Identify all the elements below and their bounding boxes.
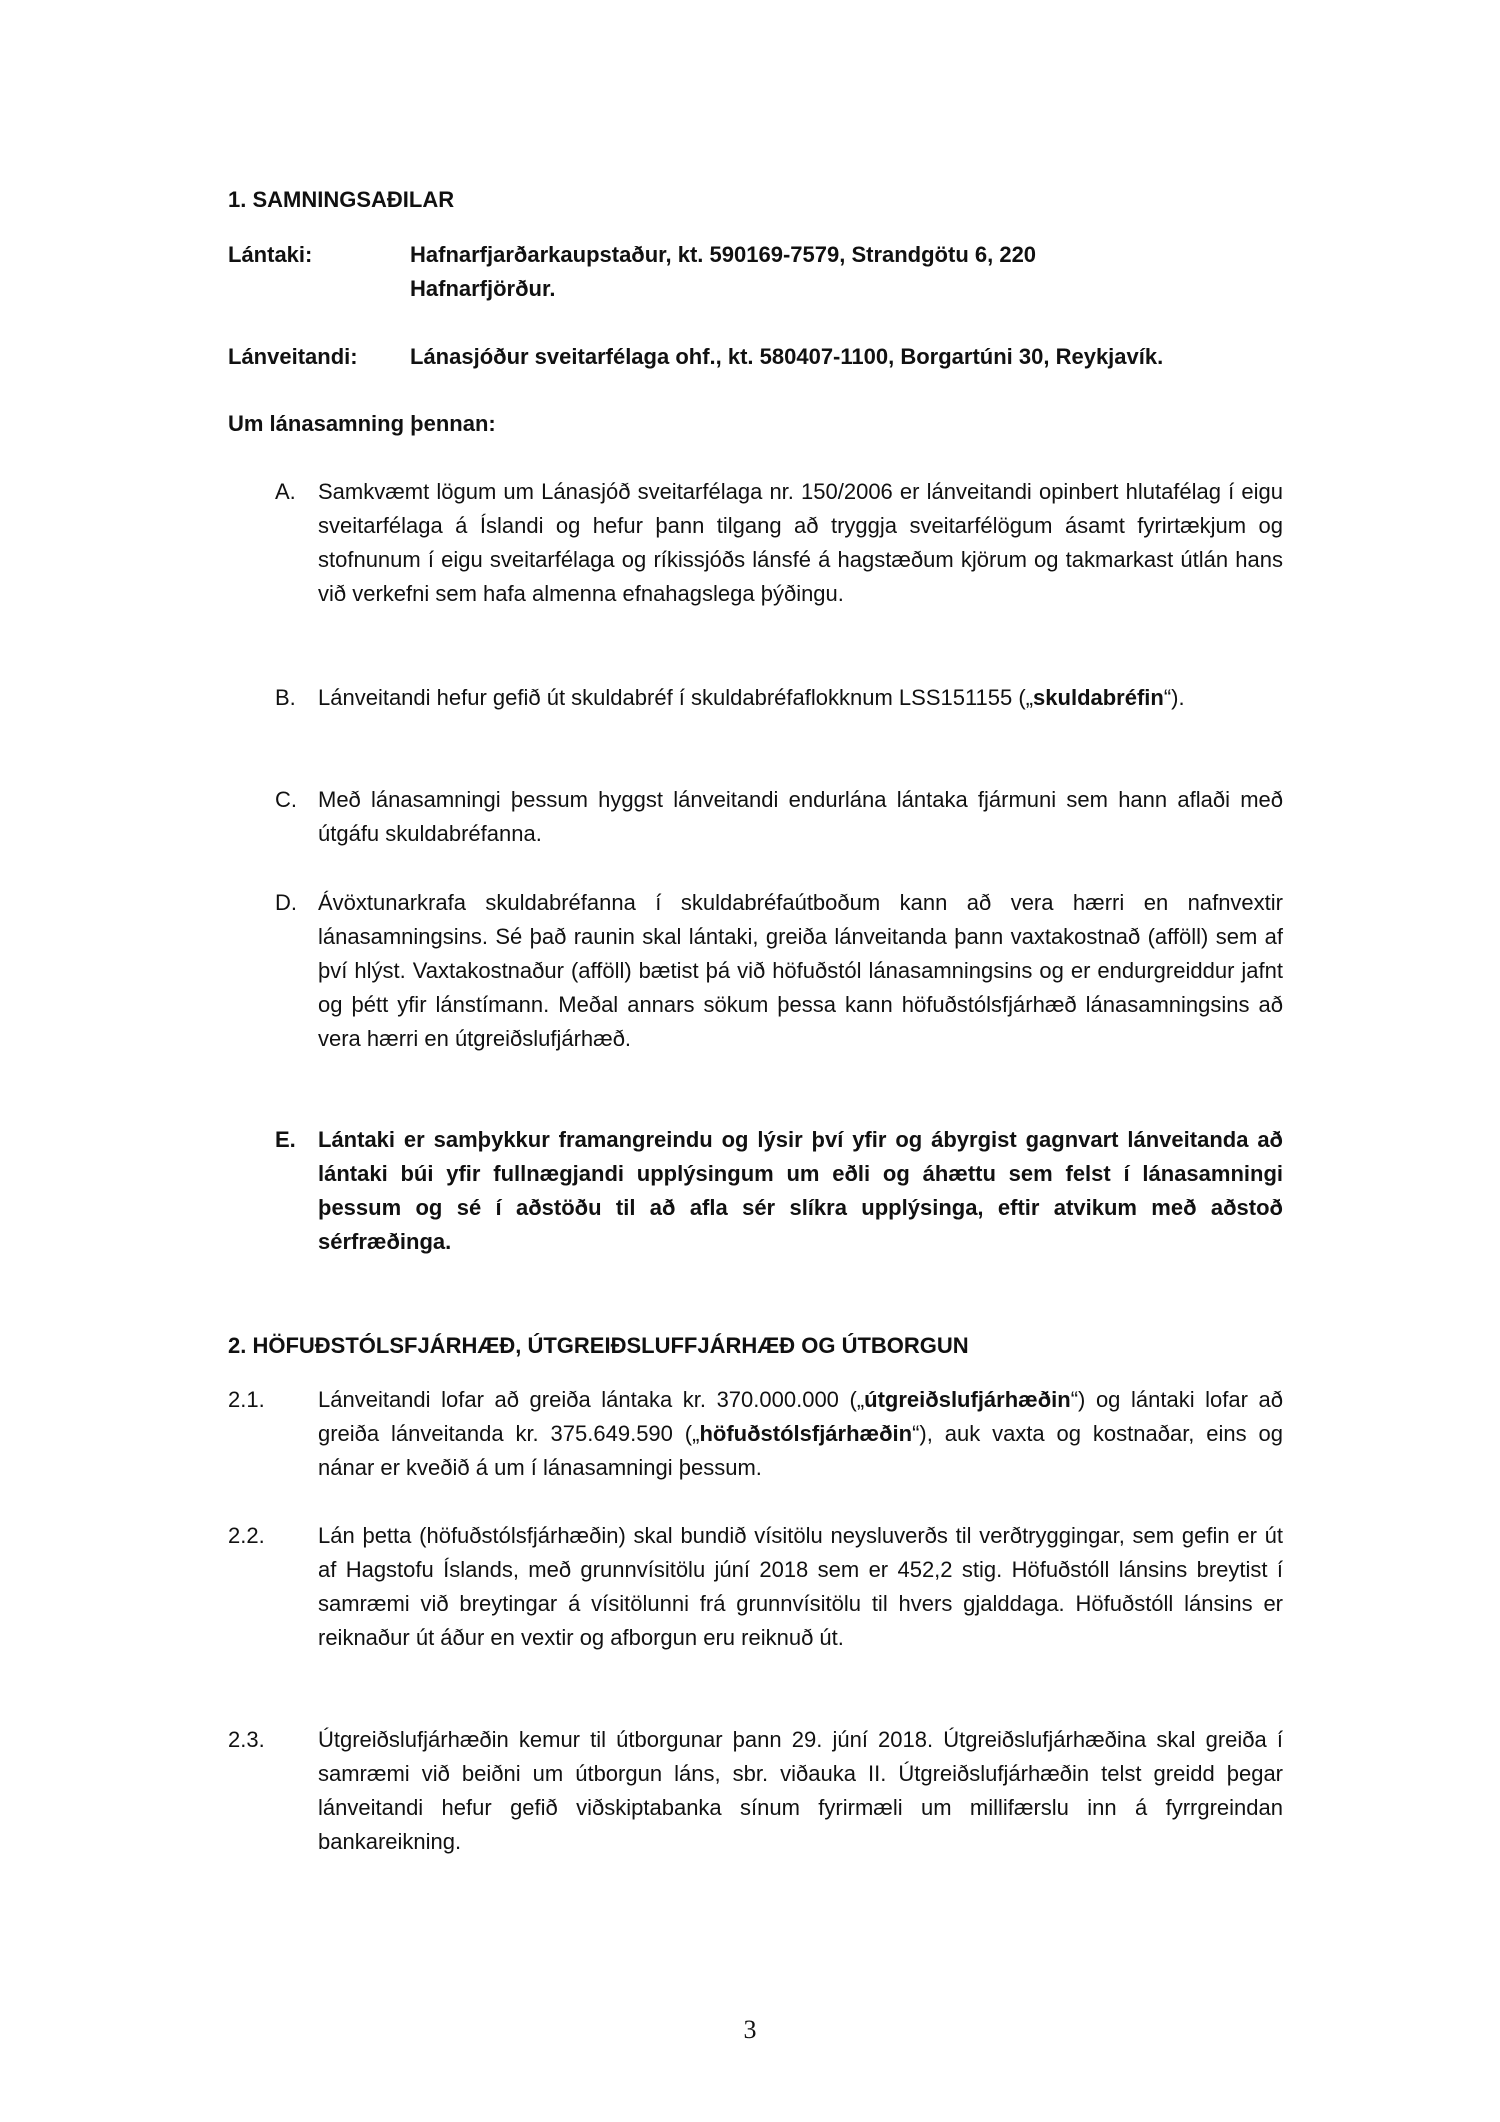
item-a-text: Samkvæmt lögum um Lánasjóð sveitarfélaga nr. 150/2006 er lánveitandi opinbert hlutafélag í eigu sveitarfélaga á Íslandi og hefur þann tilgang að tryggja sveitarfélögum ásamt fyrirtækjum og stofnunum í eigu sveitarfélaga og ríkissjóðs lánsfé á hagstæðum kjörum og takmarkast útlán hans við verkefni sem hafa almenna efnahagslega þýðingu. <box>318 479 1283 606</box>
lender-label: Lánveitandi: <box>228 344 358 369</box>
about-heading: Um lánasamning þennan: <box>228 411 496 436</box>
item-b-post: “). <box>1163 685 1185 710</box>
item-b-text <box>318 681 1283 715</box>
item-c-text: Með lánasamningi þessum hyggst lánveitandi endurlána lántaka fjármuni sem hann aflaði með útgáfu skuldabréfanna. <box>318 787 1283 846</box>
item-d-mark: D. <box>275 890 297 915</box>
section-2-heading: 2. HÖFUÐSTÓLSFJÁRHÆÐ, ÚTGREIÐSLUFFJÁRHÆÐ OG ÚTBORGUN <box>228 1333 969 1358</box>
clause-2-2-text: Lán þetta (höfuðstólsfjárhæðin) skal bundið vísitölu neysluverðs til verðtryggingar, sem gefin er út af Hagstofu Íslands, með grunnvísitölu júní 2018 sem er 452,2 stig. Höfuðstóll lánsins breytist í samræmi við breytingar á vísitölunni frá grunnvísitölu til hvers gjalddaga. Höfuðstóll lánsins er reiknaður út áður en vextir og afborgun eru reiknuð út. <box>318 1523 1283 1650</box>
clause-2-3-text: Útgreiðslufjárhæðin kemur til útborgunar þann 29. júní 2018. Útgreiðslufjárhæðina skal greiða í samræmi við beiðni um útborgun láns, sbr. viðauka II. Útgreiðslufjárhæðin telst greidd þegar lánveitandi hefur gefið viðskiptabanka sínum fyrirmæli um millifærslu inn á fyrrgreindan bankareikning. <box>318 1727 1283 1854</box>
lender-value: Lánasjóður sveitarfélaga ohf., kt. 580407-1100, Borgartúni 30, Reykjavík. <box>410 344 1164 369</box>
item-a-mark: A. <box>275 479 296 504</box>
clause-2-1-number: 2.1. <box>228 1387 265 1412</box>
clause-2-1-part3: “), auk vaxta og kostnaðar, eins og nánar er kveðið á um í lánasamningi þessum. <box>318 1421 1284 1480</box>
clause-2-2-number: 2.2. <box>228 1523 265 1548</box>
clause-2-1-term1: útgreiðslufjárhæðin <box>864 1387 1071 1412</box>
item-d-text: Ávöxtunarkrafa skuldabréfanna í skuldabréfaútboðum kann að vera hærri en nafnvextir lánasamningsins. Sé það raunin skal lántaki, greiða lánveitanda þann vaxtakostnað (afföll) sem af því hlýst. Vaxtakostnaður (afföll) bætist þá við höfuðstól lánasamningsins og er endurgreiddur jafnt og þétt yfir lánstímann. Meðal annars sökum þessa kann höfuðstólsfjárhæð lánasamningsins að vera hærri en útgreiðslufjárhæð. <box>318 890 1283 1051</box>
section-1-heading: 1. SAMNINGSAÐILAR <box>228 187 455 212</box>
item-b-pre: Lánveitandi hefur gefið út skuldabréf í skuldabréfaflokknum LSS151155 („ <box>318 685 1034 710</box>
item-b-mark: B. <box>275 685 296 710</box>
borrower-value: Hafnarfjarðarkaupstaður, kt. 590169-7579, Strandgötu 6, 220 Hafnarfjörður. <box>410 242 1037 301</box>
clause-2-1-part2: “) og lántaki lofar að greiða lánveitanda kr. 375.649.590 („ <box>318 1387 1284 1446</box>
clause-2-1-text <box>318 1383 1283 1485</box>
clause-2-1-part1: Lánveitandi lofar að greiða lántaka kr. 370.000.000 („ <box>318 1387 865 1412</box>
item-e-text: Lántaki er samþykkur framangreindu og lýsir því yfir og ábyrgist gagnvart lánveitanda að lántaki búi yfir fullnægjandi upplýsingum um eðli og áhættu sem felst í lánasamningi þessum og sé í aðstöðu til að afla sér slíkra upplýsinga, eftir atvikum með aðstoð sérfræðinga. <box>318 1127 1283 1254</box>
page-number: 3 <box>743 2015 757 2044</box>
item-b-defined-term: skuldabréfin <box>1033 685 1164 710</box>
clause-2-1-term2: höfuðstólsfjárhæðin <box>699 1421 913 1446</box>
item-e-mark: E. <box>275 1127 296 1152</box>
clause-2-3-number: 2.3. <box>228 1727 265 1752</box>
item-c-mark: C. <box>275 787 297 812</box>
borrower-label: Lántaki: <box>228 242 313 267</box>
